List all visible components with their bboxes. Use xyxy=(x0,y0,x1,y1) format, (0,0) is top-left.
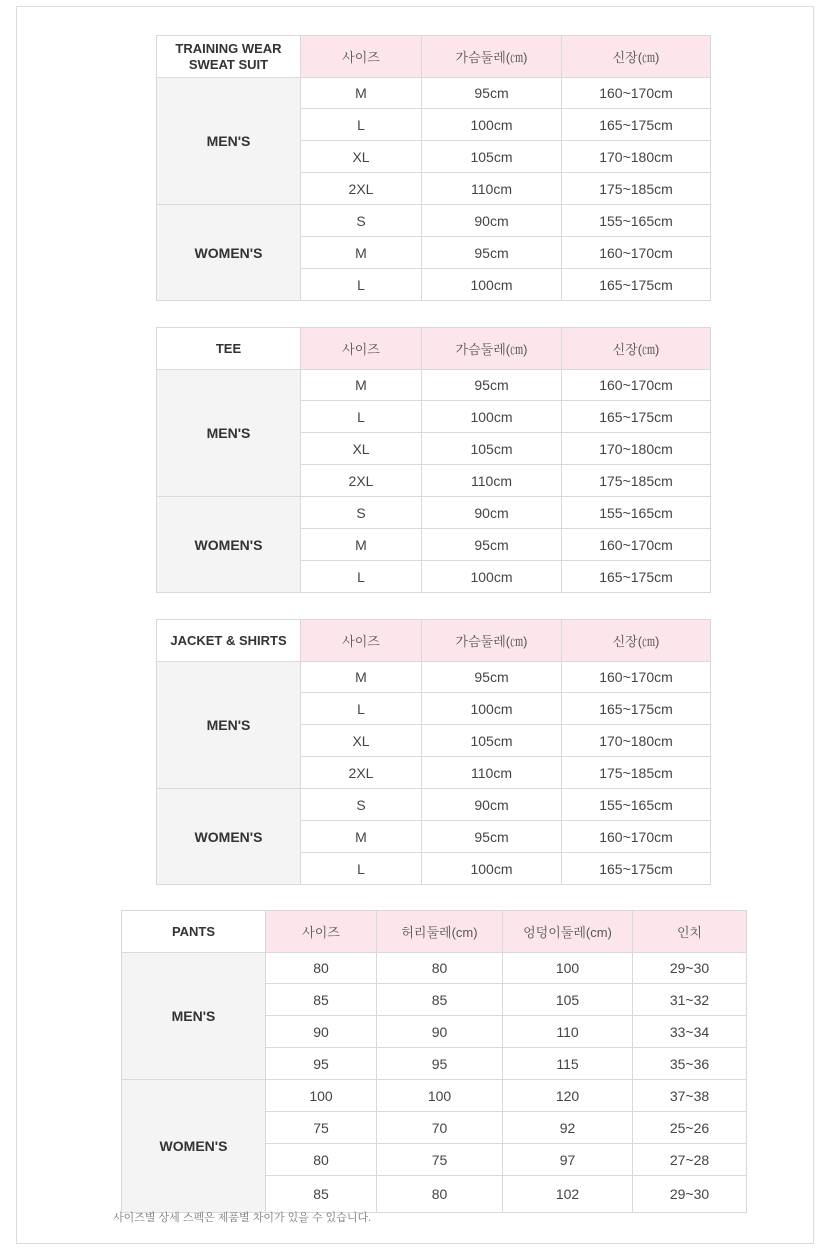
table-cell: M xyxy=(301,662,422,693)
column-header: 신장(㎝) xyxy=(562,328,711,370)
table-cell: 160~170cm xyxy=(562,237,711,269)
table-row xyxy=(157,205,711,237)
size-table-training-wear xyxy=(156,35,711,301)
table-row xyxy=(157,370,711,401)
group-label: MEN'S xyxy=(122,953,266,1080)
table-cell: 100cm xyxy=(422,853,562,885)
table-cell: L xyxy=(301,109,422,141)
table-cell: 90cm xyxy=(422,497,562,529)
table-cell: 105 xyxy=(503,984,633,1016)
table-cell: 90cm xyxy=(422,205,562,237)
table-cell: 105cm xyxy=(422,141,562,173)
table-cell: 80 xyxy=(377,1176,503,1213)
table-cell: 170~180cm xyxy=(562,141,711,173)
table-cell: 102 xyxy=(503,1176,633,1213)
table-cell: M xyxy=(301,78,422,109)
table-title: TRAINING WEAR SWEAT SUIT xyxy=(157,36,301,78)
table-cell: 33~34 xyxy=(633,1016,747,1048)
table-title: JACKET & SHIRTS xyxy=(157,620,301,662)
table-cell: 160~170cm xyxy=(562,78,711,109)
table-cell: 160~170cm xyxy=(562,821,711,853)
group-label: WOMEN'S xyxy=(157,205,301,301)
table-cell: L xyxy=(301,269,422,301)
size-table-jacket-shirts xyxy=(156,619,711,885)
group-label: WOMEN'S xyxy=(157,789,301,885)
table-title: TEE xyxy=(157,328,301,370)
table-cell: XL xyxy=(301,433,422,465)
table-cell: 160~170cm xyxy=(562,662,711,693)
column-header: 가슴둘레(㎝) xyxy=(422,36,562,78)
table-cell: 80 xyxy=(266,1144,377,1176)
table-cell: 155~165cm xyxy=(562,497,711,529)
table-cell: 95cm xyxy=(422,662,562,693)
table-cell: 31~32 xyxy=(633,984,747,1016)
table-cell: 27~28 xyxy=(633,1144,747,1176)
table-cell: 37~38 xyxy=(633,1080,747,1112)
table-cell: M xyxy=(301,237,422,269)
table-cell: 170~180cm xyxy=(562,725,711,757)
page-frame xyxy=(16,6,814,1244)
column-header: 허리둘레(cm) xyxy=(377,911,503,953)
table-cell: M xyxy=(301,529,422,561)
table-cell: L xyxy=(301,401,422,433)
table-cell: 90cm xyxy=(422,789,562,821)
table-cell: 155~165cm xyxy=(562,205,711,237)
table-cell: 95 xyxy=(266,1048,377,1080)
table-cell: 80 xyxy=(377,953,503,984)
table-cell: 100 xyxy=(503,953,633,984)
table-cell: 85 xyxy=(266,984,377,1016)
group-label: WOMEN'S xyxy=(157,497,301,593)
table-cell: 120 xyxy=(503,1080,633,1112)
table-cell: 2XL xyxy=(301,173,422,205)
column-header: 엉덩이둘레(cm) xyxy=(503,911,633,953)
table-cell: 110 xyxy=(503,1016,633,1048)
table-cell: 100cm xyxy=(422,401,562,433)
column-header: 사이즈 xyxy=(301,620,422,662)
size-footnote: 사이즈별 상세 스펙은 제품별 차이가 있을 수 있습니다. xyxy=(113,1212,372,1224)
header-row xyxy=(157,620,711,662)
table-cell: 155~165cm xyxy=(562,789,711,821)
table-cell: 100cm xyxy=(422,693,562,725)
table-cell: 115 xyxy=(503,1048,633,1080)
table-cell: 90 xyxy=(377,1016,503,1048)
column-header: 인치 xyxy=(633,911,747,953)
table-cell: 95 xyxy=(377,1048,503,1080)
table-cell: 165~175cm xyxy=(562,401,711,433)
table-cell: 165~175cm xyxy=(562,693,711,725)
table-cell: 95cm xyxy=(422,370,562,401)
column-header: 가슴둘레(㎝) xyxy=(422,620,562,662)
column-header: 가슴둘레(㎝) xyxy=(422,328,562,370)
column-header: 사이즈 xyxy=(301,328,422,370)
table-row xyxy=(157,789,711,821)
table-cell: L xyxy=(301,561,422,593)
table-row xyxy=(157,662,711,693)
table-cell: 175~185cm xyxy=(562,757,711,789)
table-cell: 105cm xyxy=(422,433,562,465)
table-cell: 75 xyxy=(377,1144,503,1176)
table-cell: 165~175cm xyxy=(562,109,711,141)
table-cell: 2XL xyxy=(301,757,422,789)
table-cell: 85 xyxy=(377,984,503,1016)
table-cell: XL xyxy=(301,141,422,173)
table-cell: 75 xyxy=(266,1112,377,1144)
table-cell: M xyxy=(301,821,422,853)
column-header: 신장(㎝) xyxy=(562,36,711,78)
table-cell: 100 xyxy=(377,1080,503,1112)
table-cell: 95cm xyxy=(422,78,562,109)
table-cell: XL xyxy=(301,725,422,757)
table-cell: S xyxy=(301,205,422,237)
table-cell: 160~170cm xyxy=(562,529,711,561)
table-cell: S xyxy=(301,789,422,821)
size-table-pants xyxy=(121,910,747,1213)
column-header: 사이즈 xyxy=(266,911,377,953)
table-cell: M xyxy=(301,370,422,401)
table-cell: 92 xyxy=(503,1112,633,1144)
table-cell: 95cm xyxy=(422,237,562,269)
table-cell: 170~180cm xyxy=(562,433,711,465)
table-cell: 160~170cm xyxy=(562,370,711,401)
table-cell: 100cm xyxy=(422,269,562,301)
group-label: WOMEN'S xyxy=(122,1080,266,1213)
table-cell: 97 xyxy=(503,1144,633,1176)
table-title: PANTS xyxy=(122,911,266,953)
table-cell: 105cm xyxy=(422,725,562,757)
table-cell: 29~30 xyxy=(633,953,747,984)
table-cell: 70 xyxy=(377,1112,503,1144)
group-label: MEN'S xyxy=(157,662,301,789)
table-cell: 165~175cm xyxy=(562,269,711,301)
header-row xyxy=(157,36,711,78)
column-header: 사이즈 xyxy=(301,36,422,78)
group-label: MEN'S xyxy=(157,78,301,205)
table-cell: L xyxy=(301,853,422,885)
table-cell: 2XL xyxy=(301,465,422,497)
header-row xyxy=(122,911,747,953)
table-cell: 90 xyxy=(266,1016,377,1048)
table-cell: 175~185cm xyxy=(562,173,711,205)
table-cell: 35~36 xyxy=(633,1048,747,1080)
size-table-tee xyxy=(156,327,711,593)
table-cell: 165~175cm xyxy=(562,561,711,593)
table-cell: 25~26 xyxy=(633,1112,747,1144)
table-cell: 100 xyxy=(266,1080,377,1112)
table-row xyxy=(157,78,711,109)
table-cell: 110cm xyxy=(422,173,562,205)
table-cell: 165~175cm xyxy=(562,853,711,885)
table-row xyxy=(157,497,711,529)
table-cell: L xyxy=(301,693,422,725)
table-cell: 100cm xyxy=(422,109,562,141)
column-header: 신장(㎝) xyxy=(562,620,711,662)
table-row xyxy=(122,1080,747,1112)
table-cell: 95cm xyxy=(422,821,562,853)
table-cell: S xyxy=(301,497,422,529)
table-row xyxy=(122,953,747,984)
table-cell: 29~30 xyxy=(633,1176,747,1213)
table-cell: 175~185cm xyxy=(562,465,711,497)
table-cell: 85 xyxy=(266,1176,377,1213)
table-cell: 80 xyxy=(266,953,377,984)
header-row xyxy=(157,328,711,370)
group-label: MEN'S xyxy=(157,370,301,497)
table-cell: 95cm xyxy=(422,529,562,561)
table-cell: 110cm xyxy=(422,465,562,497)
table-cell: 100cm xyxy=(422,561,562,593)
table-cell: 110cm xyxy=(422,757,562,789)
